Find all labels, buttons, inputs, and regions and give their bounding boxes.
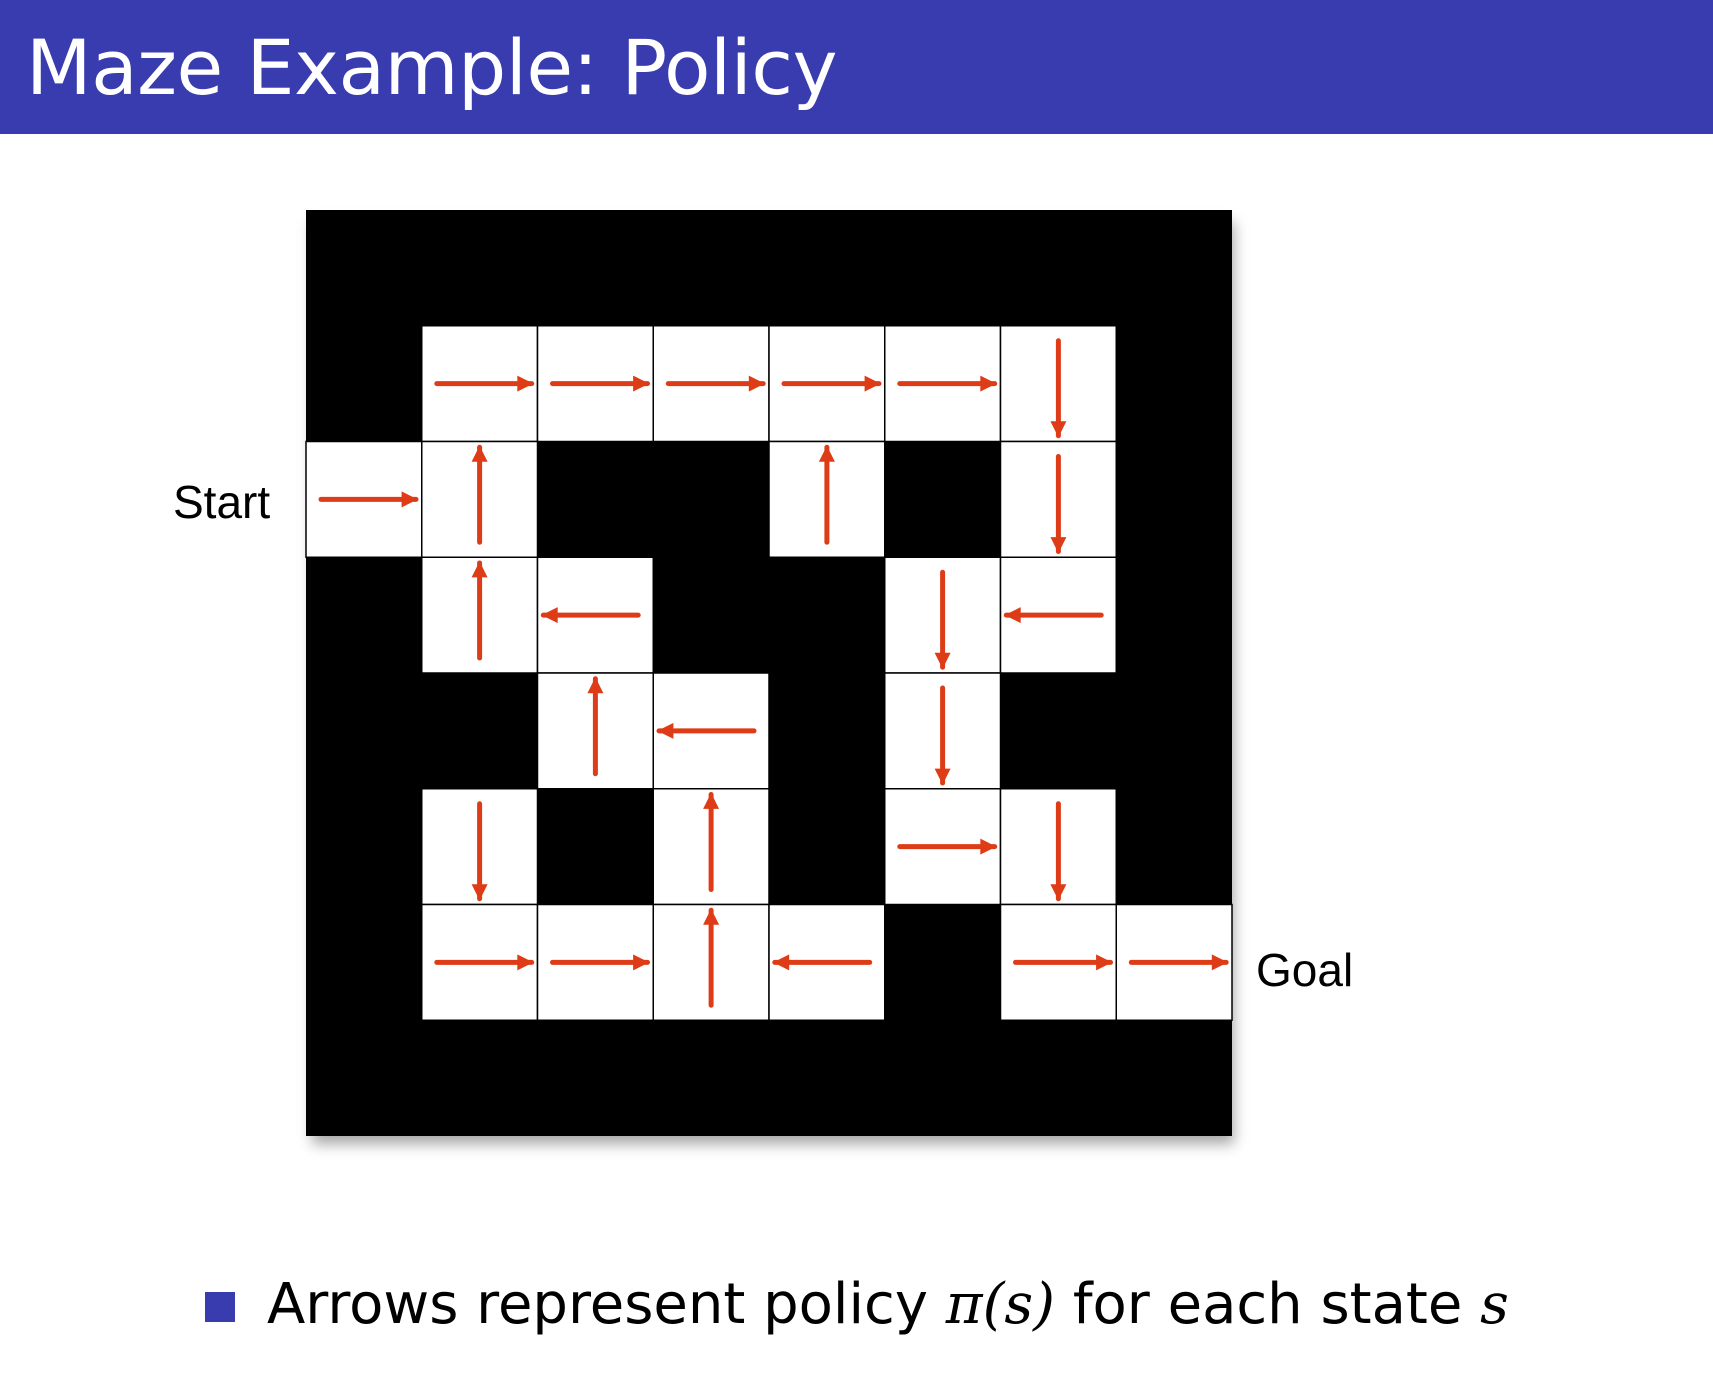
policy-symbol: π (945, 1272, 983, 1337)
start-label: Start (173, 476, 271, 528)
maze-cells (306, 326, 1232, 1021)
bullet-square-icon (205, 1292, 235, 1322)
goal-label: Goal (1256, 944, 1354, 996)
state-symbol: s (1480, 1272, 1509, 1337)
bullet-text (267, 1265, 1509, 1345)
bullet-text-before: Arrows represent policy (267, 1272, 946, 1337)
slide-title: Maze Example: Policy (26, 23, 838, 112)
policy-args: (s) (982, 1272, 1056, 1337)
bullet-text-middle: for each state (1055, 1272, 1481, 1337)
